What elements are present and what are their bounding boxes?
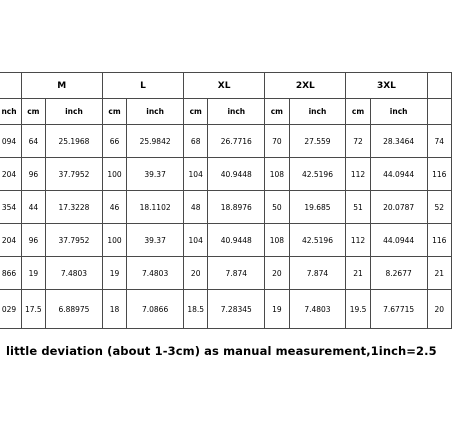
size-header-3xl: 3XL (346, 73, 427, 99)
table-cell: 7.4803 (46, 257, 103, 290)
table-cell: 19.685 (289, 191, 346, 224)
table-cell: 27.559 (289, 125, 346, 158)
unit-header-lead-inch: nch (0, 99, 21, 125)
table-cell: 70 (265, 125, 289, 158)
unit-header-next (427, 99, 451, 125)
table-cell: 40.9448 (208, 158, 265, 191)
table-cell: 104 (184, 158, 208, 191)
table-cell: 866 (0, 257, 21, 290)
table-cell: 7.4803 (289, 290, 346, 329)
table-cell: 108 (265, 158, 289, 191)
table-cell: 8.2677 (370, 257, 427, 290)
table-cell: 19.5 (346, 290, 370, 329)
table-cell: 64 (21, 125, 45, 158)
table-cell: 68 (184, 125, 208, 158)
unit-header-cm: cm (21, 99, 45, 125)
unit-header-cm: cm (346, 99, 370, 125)
unit-header-cm: cm (265, 99, 289, 125)
table-cell: 96 (21, 224, 45, 257)
table-cell: 100 (102, 158, 126, 191)
table-cell: 48 (184, 191, 208, 224)
unit-header-inch: inch (370, 99, 427, 125)
unit-header-cm: cm (102, 99, 126, 125)
table-cell: 029 (0, 290, 21, 329)
table-cell: 108 (265, 224, 289, 257)
table-cell: 112 (346, 224, 370, 257)
table-cell: 21 (346, 257, 370, 290)
size-header-2xl: 2XL (265, 73, 346, 99)
table-cell: 7.0866 (127, 290, 184, 329)
size-header-xl: XL (184, 73, 265, 99)
table-cell: 39.37 (127, 158, 184, 191)
table-cell: 094 (0, 125, 21, 158)
table-cell: 20 (184, 257, 208, 290)
table-cell: 28.3464 (370, 125, 427, 158)
table-cell: 21 (427, 257, 451, 290)
table-row (0, 290, 452, 329)
table-row (0, 158, 452, 191)
table-cell: 104 (184, 224, 208, 257)
table-cell: 7.874 (289, 257, 346, 290)
table-cell: 20 (265, 257, 289, 290)
table-cell: 26.7716 (208, 125, 265, 158)
table-cell: 44 (21, 191, 45, 224)
unit-header-inch: inch (46, 99, 103, 125)
unit-header-inch: inch (208, 99, 265, 125)
table-cell: 96 (21, 158, 45, 191)
table-cell: 52 (427, 191, 451, 224)
table-cell: 19 (102, 257, 126, 290)
table-cell: 37.7952 (46, 158, 103, 191)
table-cell: 46 (102, 191, 126, 224)
table-cell: 116 (427, 158, 451, 191)
table-row (0, 125, 452, 158)
size-header-lead (0, 73, 21, 99)
table-cell: 25.9842 (127, 125, 184, 158)
unit-header-row (0, 99, 452, 125)
table-cell: 40.9448 (208, 224, 265, 257)
table-cell: 72 (346, 125, 370, 158)
table-cell: 20 (427, 290, 451, 329)
table-cell: 354 (0, 191, 21, 224)
table-cell: 19 (265, 290, 289, 329)
table-cell: 116 (427, 224, 451, 257)
table-cell: 17.3228 (46, 191, 103, 224)
unit-header-inch: inch (127, 99, 184, 125)
table-cell: 44.0944 (370, 224, 427, 257)
unit-header-cm: cm (184, 99, 208, 125)
table-cell: 6.88975 (46, 290, 103, 329)
table-cell: 19 (21, 257, 45, 290)
size-header-m: M (21, 73, 102, 99)
table-cell: 18.5 (184, 290, 208, 329)
size-header-l: L (102, 73, 183, 99)
table-cell: 100 (102, 224, 126, 257)
table-cell: 204 (0, 158, 21, 191)
table-cell: 42.5196 (289, 158, 346, 191)
unit-header-inch: inch (289, 99, 346, 125)
table-cell: 204 (0, 224, 21, 257)
size-chart-table (0, 72, 452, 329)
table-cell: 7.4803 (127, 257, 184, 290)
table-cell: 44.0944 (370, 158, 427, 191)
table-cell: 39.37 (127, 224, 184, 257)
table-cell: 7.67715 (370, 290, 427, 329)
table-cell: 51 (346, 191, 370, 224)
table-cell: 42.5196 (289, 224, 346, 257)
table-row (0, 257, 452, 290)
table-cell: 18 (102, 290, 126, 329)
table-cell: 66 (102, 125, 126, 158)
table-cell: 7.874 (208, 257, 265, 290)
table-cell: 25.1968 (46, 125, 103, 158)
size-header-next (427, 73, 451, 99)
table-cell: 18.1102 (127, 191, 184, 224)
table-cell: 17.5 (21, 290, 45, 329)
table-row (0, 224, 452, 257)
table-row (0, 191, 452, 224)
table-cell: 7.28345 (208, 290, 265, 329)
size-header-row (0, 73, 452, 99)
table-cell: 20.0787 (370, 191, 427, 224)
measurement-note: little deviation (about 1-3cm) as manual measurement,1inch=2.5 (6, 344, 437, 358)
table-cell: 37.7952 (46, 224, 103, 257)
table-cell: 18.8976 (208, 191, 265, 224)
table-cell: 74 (427, 125, 451, 158)
table-cell: 50 (265, 191, 289, 224)
table-cell: 112 (346, 158, 370, 191)
